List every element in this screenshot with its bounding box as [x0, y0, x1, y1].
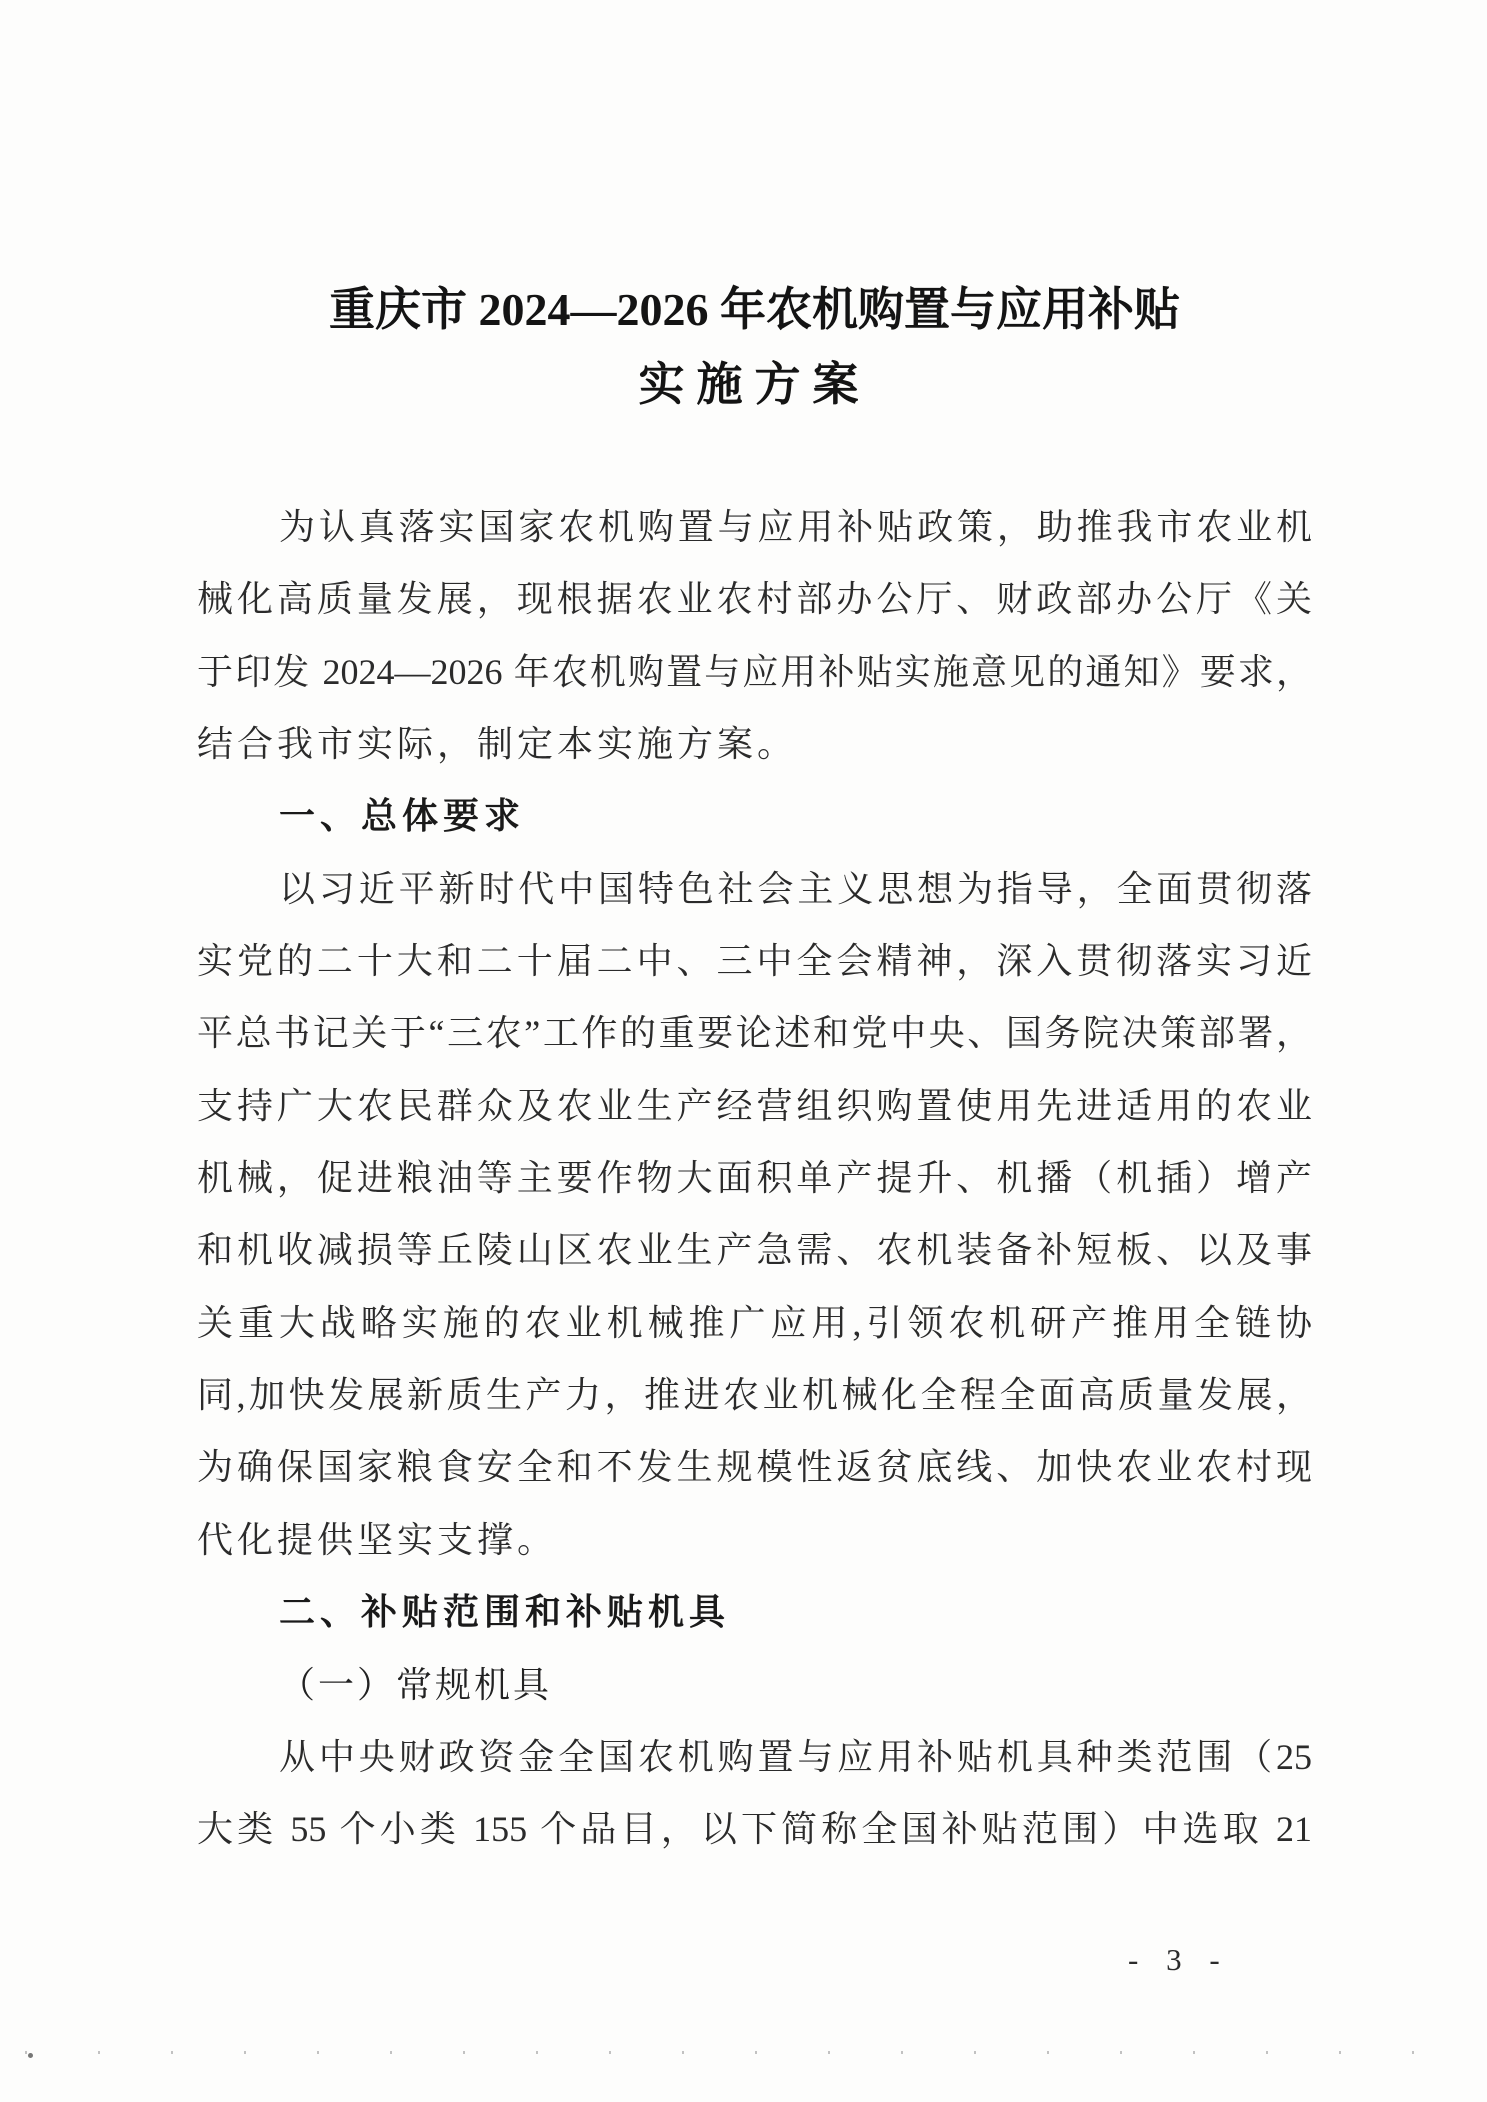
document-lines	[197, 491, 1312, 1866]
section-heading: 一、总体要求	[279, 795, 526, 837]
text-line: 于印发 2024—2026 年农机购置与应用补贴实施意见的通知》要求，	[197, 651, 1312, 692]
page-number: - 3 -	[1128, 1942, 1230, 1977]
text-line: 为确保国家粮食安全和不发生规模性返贫底线、加快农业农村现	[197, 1447, 1312, 1488]
text-line: 平总书记关于“三农”工作的重要论述和党中央、国务院决策部署，	[197, 1013, 1312, 1054]
scan-artifact-speck	[28, 2053, 33, 2058]
text-line: 为认真落实国家农机购置与应用补贴政策，助推我市农业机	[279, 507, 1312, 547]
text-line: 大类 55 个小类 155 个品目，以下简称全国补贴范围）中选取 21	[197, 1809, 1312, 1850]
text-line: 以习近平新时代中国特色社会主义思想为指导，全面贯彻落	[279, 868, 1312, 909]
text-line: 实党的二十大和二十届二中、三中全会精神，深入贯彻落实习近	[197, 941, 1312, 982]
text-line: 结合我市实际，制定本实施方案。	[197, 724, 798, 765]
text-line: 关重大战略实施的农业机械推广应用,引领农机研产推用全链协	[197, 1302, 1312, 1343]
text-line: 代化提供坚实支撑。	[197, 1519, 558, 1560]
title-line-2: 实施方案	[638, 359, 871, 410]
text-line: 机械，促进粮油等主要作物大面积单产提升、机播（机插）增产	[197, 1158, 1312, 1199]
document-title	[197, 272, 1312, 422]
sub-section-heading: （一）常规机具	[279, 1664, 553, 1705]
scan-artifact-dots	[25, 2051, 1455, 2054]
section-heading: 二、补贴范围和补贴机具	[279, 1591, 731, 1633]
title-line-1: 重庆市 2024—2026 年农机购置与应用补贴	[329, 284, 1180, 335]
text-line: 同,加快发展新质生产力，推进农业机械化全程全面高质量发展，	[197, 1375, 1312, 1416]
text-line: 和机收减损等丘陵山区农业生产急需、农机装备补短板、以及事	[197, 1230, 1312, 1271]
text-line: 械化高质量发展，现根据农业农村部办公厅、财政部办公厅《关	[197, 579, 1312, 620]
text-line: 从中央财政资金全国农机购置与应用补贴机具种类范围（25	[279, 1736, 1312, 1777]
text-line: 支持广大农民群众及农业生产经营组织购置使用先进适用的农业	[197, 1085, 1312, 1126]
